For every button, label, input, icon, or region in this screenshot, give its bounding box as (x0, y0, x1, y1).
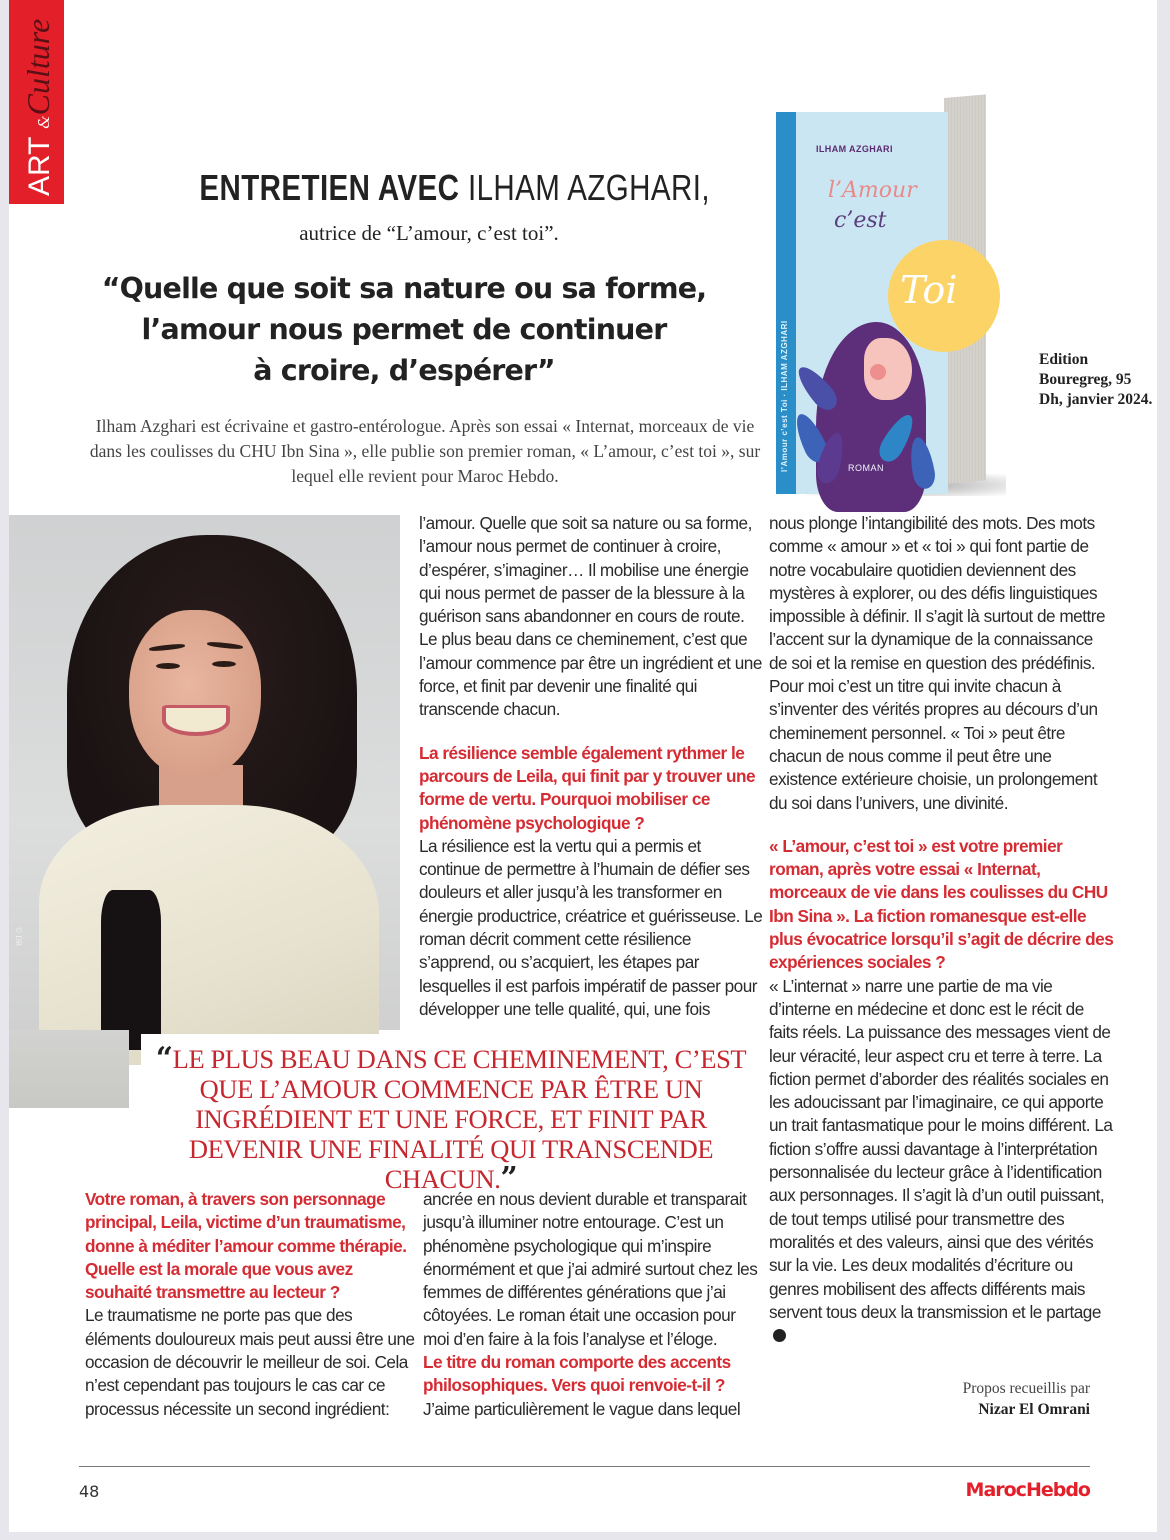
answer-paragraph: nous plonge l’intangibilité des mots. Des mots comme « amour » et « toi » qui font partie de notre vocabulaire quotidien deviennent des mystères à explorer, ou des défis linguistiques impossible à définir. Il s’agit là surtout de mettre l’accent sur la dynamique de la connaissance de soi et la remise en question des prédéfinis. Pour moi c’est un titre qui invite chacun à s’inventer des vérités propres au décours d’un cheminement personnel. « Toi » peut être chacun de nous comme il peut être une existence extérieure choisie, un prolongement du soi dans l’univers, une divinité. (769, 513, 1106, 813)
portrait-smile (162, 705, 230, 736)
book-genre-label: ROMAN (848, 463, 884, 473)
headline-line: l’amour nous permet de continuer (141, 313, 667, 346)
pull-quote (141, 1034, 761, 1196)
answer-paragraph: ancrée en nous devient durable et transparait jusqu’à illuminer notre entourage. C’est un phénomène psychologique qui m’inspire énormément et que j’ai admiré surtout chez les femmes de différentes générations que j’ai côtoyées. Le roman était une occasion pour moi d’en faire à la fois l’analyse et l’éloge. (423, 1189, 758, 1349)
intro-paragraph: Ilham Azghari est écrivaine et gastro-entérologue. Après son essai « Internat, morceaux de vie dans les coulisses du CHU Ibn Sina », elle publie son premier roman, « L’amour, c’est toi », sur lequel elle revient pour Maroc Hebdo. (89, 416, 761, 486)
magazine-page (9, 0, 1157, 1532)
byline-name: Nizar El Omrani (978, 1401, 1090, 1418)
title-bold: ENTRETIEN AVEC (199, 167, 460, 208)
book-title-line: l’Amour (828, 178, 917, 203)
headline-line: “Quelle que soit sa nature ou sa forme, (101, 272, 707, 305)
close-quote-icon: ” (500, 1161, 518, 1196)
answer-paragraph: l’amour. Quelle que soit sa nature ou sa forme, l’amour nous permet de continuer à croire, d’espérer, s’imaginer… Il mobilise une énergie qui nous permet de passer de la blessure à la guérison sans abandonner en cours de route. Le plus beau dans ce cheminement, c’est que l’amour commence par être un ingrédient et une force, et finit par devenir une finalité qui transcende chacun. (419, 513, 762, 720)
title-light: ILHAM AZGHARI, (467, 167, 710, 208)
book-spine-text: l’Amour c’est Toi · ILHAM AZGHARI (780, 320, 789, 472)
book-front-cover (776, 112, 958, 494)
byline (879, 1378, 1090, 1420)
section-label-amp: & (35, 115, 53, 129)
answer-paragraph (769, 975, 1114, 1348)
portrait-face (129, 610, 261, 778)
paragraph-gap (769, 815, 1114, 835)
brand-logo: MarocHebdo (965, 1479, 1090, 1501)
article-subtitle: autrice de “L’amour, c’est toi”. (299, 221, 559, 245)
footer-divider (79, 1466, 1090, 1467)
portrait-shirt (39, 805, 379, 1065)
byline-label: Propos recueillis par (962, 1380, 1090, 1397)
column-middle-bottom (423, 1188, 759, 1450)
question-paragraph: La résilience semble également rythmer le parcours de Leila, qui finit par y trouver une forme de vertu. Pourquoi mobiliser ce phénomène psychologique ? (419, 742, 756, 833)
column-right (769, 512, 1114, 1360)
book-title-line: Toi (900, 268, 958, 312)
book-author: ILHAM AZGHARI (816, 144, 893, 154)
answer-text: « L’internat » narre une partie de ma vie d’interne en médecine et donc est le récit de faits réels. La puissance des messages vient de leur véracité, leur aspect cru et terre à terre. La fiction permet d’aborder des réalités sociales en les adoucissant par l’imaginaire, ce qui apporte un trait fantasmatique pour le moins différent. La fiction s’offre aussi davantage à l’interprétation personnalisée du lecteur grâce à l’identification aux personnages. Il s’agit là d’un outil puissant, de tout temps utilisé pour transmettre des moralités et des valeurs, ainsi que des vérités sur la vie. Les deux modalités d’écriture ou genres mobilisent des affects différents mais servent tous deux la transmission et le partage (769, 975, 1113, 1322)
section-label (20, 18, 59, 196)
answer-paragraph: La résilience est la vertu qui a permis et continue de permettre à l’humain de défier ses douleurs et aller jusqu’à les transformer en énergie productrice, créatrice et guérisseuse. Le roman décrit comment cette résilience s’apprend, ou s’acquiert, les étapes par lesquelles il est parfois impératif de passer pour développer une telle qualité, qui, une fois (419, 835, 763, 1019)
question-paragraph: « L’amour, c’est toi » est votre premier roman, après votre essai « Internat, morceaux de vie dans les coulisses du CHU Ibn Sina ». La fiction romanesque est-elle plus évocatrice lorsqu’il s’agit de décrire des expériences sociales ? (769, 835, 1114, 973)
headline-quote (89, 268, 719, 391)
article-title (199, 166, 710, 210)
question-paragraph: Le titre du roman comporte des accents philosophiques. Vers quoi renvoie-t-il ? (423, 1352, 731, 1396)
book-title-line: c’est (834, 208, 887, 233)
question-paragraph: Votre roman, à travers son personnage principal, Leila, victime d’un traumatisme, donne à méditer l’amour comme thérapie. Quelle est la morale que vous avez souhaité transmettre au lecteur ? (85, 1189, 407, 1303)
column-middle-top (419, 512, 764, 1027)
section-label-culture: Culture (20, 18, 56, 116)
book-illustration-cheek (870, 364, 886, 380)
author-portrait (9, 515, 400, 1030)
photo-credit: © DR (14, 927, 23, 947)
column-left-bottom (85, 1188, 415, 1450)
headline-line: à croire, d’espérer” (253, 354, 555, 387)
paragraph-gap (419, 722, 764, 742)
book-caption: Edition Bouregreg, 95 Dh, janvier 2024. (1039, 351, 1153, 408)
portrait-top (101, 890, 161, 1050)
answer-paragraph: J’aime particulièrement le vague dans lequel (423, 1398, 741, 1419)
page-number: 48 (79, 1482, 100, 1501)
open-quote-icon: “ (155, 1041, 173, 1076)
portrait-eye (212, 661, 236, 667)
portrait-lower-edge (9, 1030, 129, 1108)
section-label-art: ART (23, 137, 56, 196)
end-mark-icon (773, 1329, 786, 1342)
book-spine-band (776, 112, 796, 494)
book-cover-image (776, 84, 991, 499)
answer-paragraph: Le traumatisme ne porte pas que des éléments douloureux mais peut aussi être une occasion de découvrir le meilleur de soi. Cela n’est cependant pas toujours le cas car ce processus nécessite un second ingrédient: (85, 1305, 415, 1419)
section-tab (9, 0, 64, 204)
portrait-eye (156, 663, 180, 669)
pull-quote-text: LE PLUS BEAU DANS CE CHEMINEMENT, C’EST QUE L’AMOUR COMMENCE PAR ÊTRE UN INGRÉDIENT ET UNE FORCE, ET FINIT PAR DEVENIR UNE FINALITÉ QUI TRANSCENDE CHACUN. (172, 1044, 747, 1194)
